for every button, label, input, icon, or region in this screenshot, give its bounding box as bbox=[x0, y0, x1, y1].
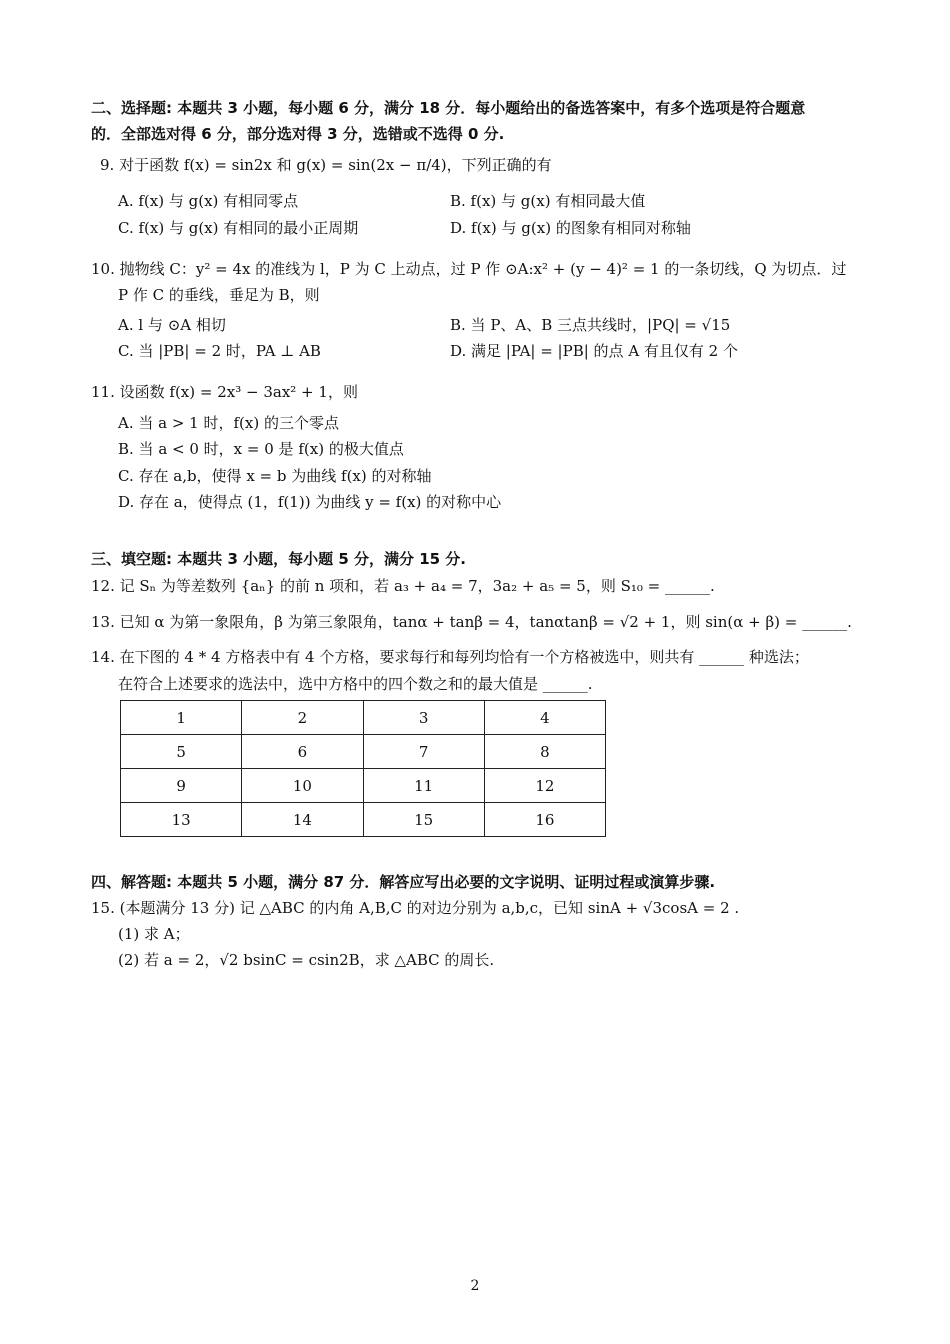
grid-cell: 15 bbox=[363, 803, 484, 837]
q9-stem: 9. 对于函数 f(x) = sin2x 和 g(x) = sin(2x − π/4)，下列正确的有 bbox=[100, 156, 552, 174]
q14-line2: 在符合上述要求的选法中，选中方格中的四个数之和的最大值是 ______. bbox=[118, 675, 593, 693]
table-row bbox=[121, 735, 606, 769]
q9-option-b: B. f(x) 与 g(x) 有相同最大值 bbox=[450, 192, 646, 210]
grid-cell: 5 bbox=[121, 735, 242, 769]
grid-cell: 3 bbox=[363, 701, 484, 735]
q11-option-d: D. 存在 a，使得点 (1，f(1)) 为曲线 y = f(x) 的对称中心 bbox=[118, 493, 502, 511]
q15-stem: 15. (本题满分 13 分) 记 △ABC 的内角 A,B,C 的对边分别为 a,b,c，已知 sinA + √3cosA = 2 . bbox=[91, 899, 740, 917]
grid-cell: 14 bbox=[242, 803, 363, 837]
section2-header-line1: 二、选择题: 本题共 3 小题，每小题 6 分，满分 18 分．每小题给出的备选答案中，有多个选项是符合题意 bbox=[91, 99, 806, 117]
q10-stem-line2: P 作 C 的垂线，垂足为 B，则 bbox=[118, 286, 320, 304]
table-row bbox=[121, 803, 606, 837]
q10-option-a: A. l 与 ⊙A 相切 bbox=[118, 316, 226, 334]
grid-cell: 1 bbox=[121, 701, 242, 735]
grid-cell: 11 bbox=[363, 769, 484, 803]
q10-option-d: D. 满足 |PA| = |PB| 的点 A 有且仅有 2 个 bbox=[450, 342, 738, 360]
q11-option-c: C. 存在 a,b，使得 x = b 为曲线 f(x) 的对称轴 bbox=[118, 467, 432, 485]
q15-part2: (2) 若 a = 2，√2 bsinC = csin2B，求 △ABC 的周长. bbox=[118, 951, 495, 969]
q10-option-c: C. 当 |PB| = 2 时，PA ⊥ AB bbox=[118, 342, 321, 360]
table-row bbox=[121, 769, 606, 803]
q15-part1: (1) 求 A； bbox=[118, 925, 190, 943]
grid-cell: 13 bbox=[121, 803, 242, 837]
q11-option-a: A. 当 a > 1 时，f(x) 的三个零点 bbox=[118, 414, 339, 432]
grid-cell: 10 bbox=[242, 769, 363, 803]
page-number: 2 bbox=[470, 1278, 480, 1294]
q9-option-a: A. f(x) 与 g(x) 有相同零点 bbox=[118, 192, 299, 210]
q11-stem: 11. 设函数 f(x) = 2x³ − 3ax² + 1，则 bbox=[91, 383, 358, 401]
grid-cell: 6 bbox=[242, 735, 363, 769]
q10-stem-line1: 10. 抛物线 C：y² = 4x 的准线为 l，P 为 C 上动点，过 P 作 ⊙A:x² + (y − 4)² = 1 的一条切线，Q 为切点．过 bbox=[91, 260, 847, 278]
grid-cell: 4 bbox=[484, 701, 605, 735]
q12-text: 12. 记 Sₙ 为等差数列 {aₙ} 的前 n 项和，若 a₃ + a₄ = 7，3a₂ + a₅ = 5，则 S₁₀ = ______. bbox=[91, 577, 715, 595]
grid-cell: 2 bbox=[242, 701, 363, 735]
grid-cell: 7 bbox=[363, 735, 484, 769]
table-row bbox=[121, 701, 606, 735]
q10-option-b: B. 当 P、A、B 三点共线时，|PQ| = √15 bbox=[450, 316, 731, 334]
grid-cell: 16 bbox=[484, 803, 605, 837]
q9-option-d: D. f(x) 与 g(x) 的图象有相同对称轴 bbox=[450, 219, 691, 237]
section4-header: 四、解答题: 本题共 5 小题，满分 87 分．解答应写出必要的文字说明、证明过程或演算步骤. bbox=[91, 873, 716, 891]
section2-header-line2: 的．全部选对得 6 分，部分选对得 3 分，选错或不选得 0 分. bbox=[91, 125, 505, 143]
q14-line1: 14. 在下图的 4 * 4 方格表中有 4 个方格，要求每行和每列均恰有一个方格被选中，则共有 ______ 种选法； bbox=[91, 648, 809, 666]
grid-cell: 12 bbox=[484, 769, 605, 803]
grid-cell: 9 bbox=[121, 769, 242, 803]
section3-header: 三、填空题: 本题共 3 小题，每小题 5 分，满分 15 分. bbox=[91, 550, 467, 568]
grid-cell: 8 bbox=[484, 735, 605, 769]
q9-option-c: C. f(x) 与 g(x) 有相同的最小正周期 bbox=[118, 219, 359, 237]
q11-option-b: B. 当 a < 0 时，x = 0 是 f(x) 的极大值点 bbox=[118, 440, 404, 458]
q13-text: 13. 已知 α 为第一象限角，β 为第三象限角，tanα + tanβ = 4，tanαtanβ = √2 + 1，则 sin(α + β) = ______. bbox=[91, 613, 852, 631]
number-grid-table bbox=[120, 700, 606, 837]
